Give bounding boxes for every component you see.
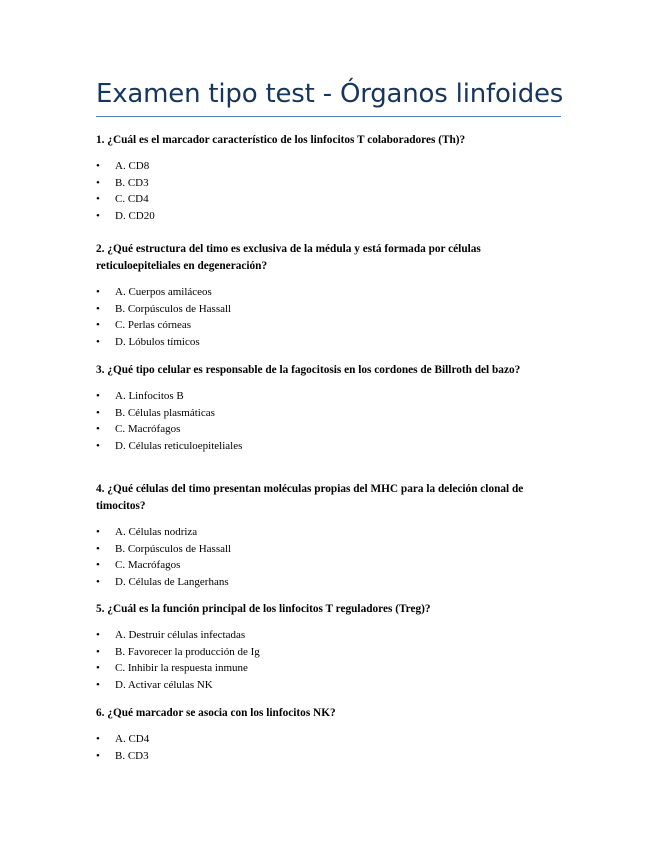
option-d	[96, 208, 561, 225]
option-label: D. Células reticuloepiteliales	[115, 439, 243, 452]
option-c	[96, 660, 561, 677]
bullet-icon: •	[96, 526, 100, 538]
title-underline	[96, 116, 561, 117]
option-c	[96, 421, 561, 438]
option-label: B. Corpúsculos de Hassall	[115, 302, 232, 315]
question-4	[96, 481, 561, 601]
option-label: B. Corpúsculos de Hassall	[115, 542, 232, 555]
question-3	[96, 362, 561, 481]
option-a	[96, 388, 561, 405]
option-a	[96, 731, 561, 748]
option-label: A. CD4	[115, 733, 150, 745]
option-a	[96, 627, 561, 644]
question-text: 6. ¿Qué marcador se asocia con los linfocitos NK?	[96, 707, 336, 719]
option-label: B. CD3	[115, 176, 149, 189]
option-a	[96, 158, 561, 175]
question-list	[96, 132, 561, 765]
options-list	[96, 731, 561, 764]
bullet-icon: •	[96, 209, 100, 222]
option-b	[96, 541, 561, 558]
option-label: A. Linfocitos B	[115, 390, 184, 402]
option-label: C. CD4	[115, 193, 149, 205]
bullet-icon: •	[96, 662, 100, 674]
option-label: C. Macrófagos	[115, 423, 181, 435]
options-list	[96, 284, 561, 350]
option-label: B. CD3	[115, 749, 149, 762]
bullet-icon: •	[96, 160, 100, 172]
option-d	[96, 677, 561, 694]
options-list	[96, 388, 561, 454]
options-list	[96, 158, 561, 224]
bullet-icon: •	[96, 733, 100, 745]
options-list	[96, 627, 561, 693]
option-label: D. CD20	[115, 209, 155, 222]
bullet-icon: •	[96, 423, 100, 435]
option-b	[96, 175, 561, 192]
question-text: 2. ¿Qué estructura del timo es exclusiva de la médula y está formada por células reticuloepiteliales en degeneración?	[96, 243, 481, 272]
bullet-icon: •	[96, 193, 100, 205]
bullet-icon: •	[96, 749, 100, 762]
option-label: D. Lóbulos tímicos	[115, 335, 200, 348]
bullet-icon: •	[96, 645, 100, 658]
question-2	[96, 241, 561, 362]
page-title: Examen tipo test - Órganos linfoides	[96, 79, 564, 109]
option-label: B. Células plasmáticas	[115, 406, 215, 419]
bullet-icon: •	[96, 542, 100, 555]
question-5	[96, 601, 561, 705]
bullet-icon: •	[96, 390, 100, 402]
question-text: 4. ¿Qué células del timo presentan moléculas propias del MHC para la deleción clonal de timocitos?	[96, 483, 524, 512]
option-d	[96, 334, 561, 351]
question-text: 5. ¿Cuál es la función principal de los linfocitos T reguladores (Treg)?	[96, 603, 431, 615]
option-b	[96, 301, 561, 318]
option-a	[96, 524, 561, 541]
bullet-icon: •	[96, 319, 100, 331]
option-d	[96, 574, 561, 591]
question-1	[96, 132, 561, 241]
option-b	[96, 405, 561, 422]
bullet-icon: •	[96, 286, 100, 298]
option-b	[96, 644, 561, 661]
option-c	[96, 191, 561, 208]
option-label: C. Inhibir la respuesta inmune	[115, 662, 248, 674]
bullet-icon: •	[96, 439, 100, 452]
option-c	[96, 317, 561, 334]
option-c	[96, 557, 561, 574]
option-d	[96, 438, 561, 455]
option-label: A. Células nodriza	[115, 526, 198, 538]
question-text: 3. ¿Qué tipo celular es responsable de la fagocitosis en los cordones de Billroth del bazo?	[96, 364, 521, 376]
bullet-icon: •	[96, 559, 100, 571]
option-a	[96, 284, 561, 301]
option-label: D. Activar células NK	[115, 678, 213, 691]
option-label: A. Destruir células infectadas	[115, 629, 246, 641]
option-label: B. Favorecer la producción de Ig	[115, 645, 260, 658]
bullet-icon: •	[96, 678, 100, 691]
option-label: D. Células de Langerhans	[115, 575, 229, 588]
option-label: C. Macrófagos	[115, 559, 181, 571]
option-label: A. CD8	[115, 160, 150, 172]
bullet-icon: •	[96, 406, 100, 419]
option-label: A. Cuerpos amiláceos	[115, 286, 212, 298]
bullet-icon: •	[96, 629, 100, 641]
bullet-icon: •	[96, 335, 100, 348]
bullet-icon: •	[96, 302, 100, 315]
question-6	[96, 705, 561, 765]
option-label: C. Perlas córneas	[115, 319, 192, 331]
question-text: 1. ¿Cuál es el marcador característico de los linfocitos T colaboradores (Th)?	[96, 134, 466, 146]
options-list	[96, 524, 561, 590]
bullet-icon: •	[96, 575, 100, 588]
option-b	[96, 748, 561, 765]
bullet-icon: •	[96, 176, 100, 189]
